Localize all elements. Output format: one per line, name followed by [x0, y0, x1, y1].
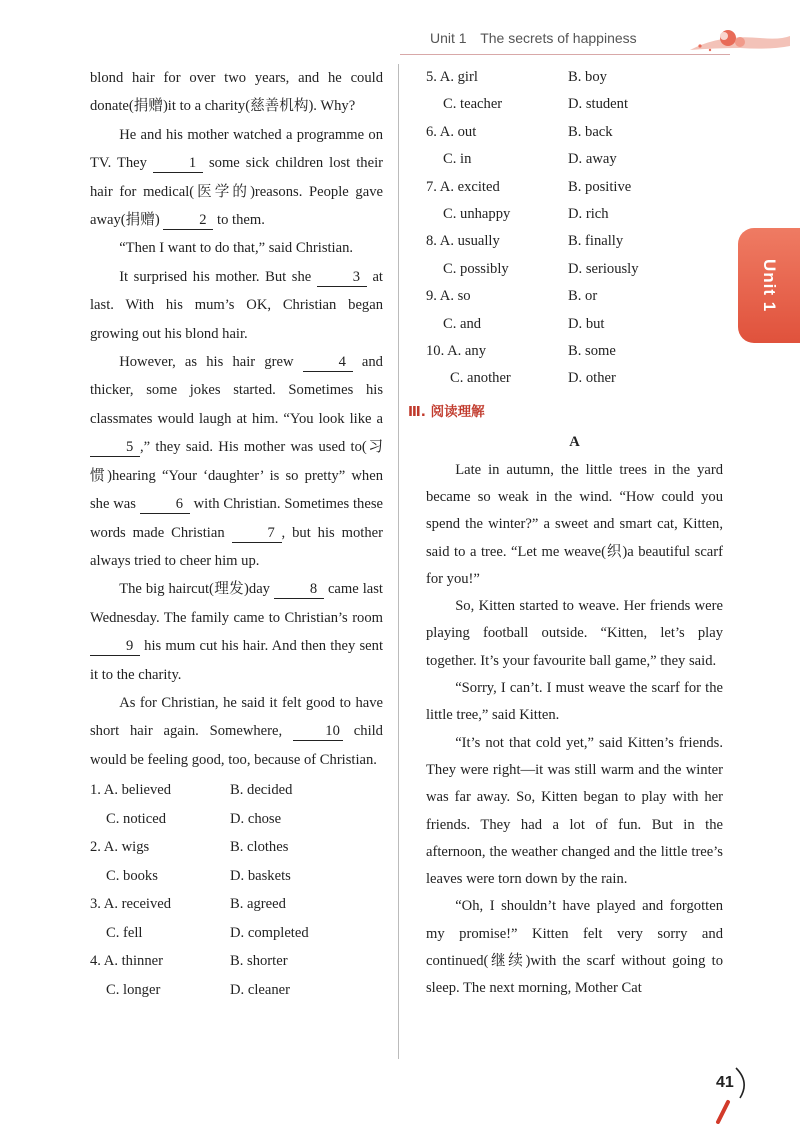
option-row [426, 283, 723, 310]
text: He and his mother watched a programme on TV. They [90, 126, 383, 172]
option-d: D. completed [230, 924, 309, 941]
option-row [426, 311, 723, 338]
option-b: B. or [568, 288, 598, 305]
header-unit: Unit 1 [430, 30, 467, 46]
option-c: C. fell [106, 924, 143, 941]
option-c: C. in [443, 151, 472, 168]
option-b: B. some [568, 342, 616, 359]
option-row [426, 119, 723, 146]
paragraph [90, 689, 383, 774]
option-a: 1. A. believed [90, 782, 172, 799]
option-b: B. positive [568, 178, 632, 195]
option-c: C. and [443, 315, 482, 332]
option-d: D. but [568, 315, 605, 332]
page-number-decoration [706, 1064, 750, 1124]
blank-1: 1 [153, 154, 203, 173]
section-heading: Ⅲ. 阅读理解 [408, 403, 485, 420]
option-a: 9. A. so [426, 288, 471, 305]
blank-6: 6 [140, 495, 190, 514]
option-b: B. clothes [230, 839, 289, 856]
option-b: B. decided [230, 782, 293, 799]
text: , but his mother always tried to cheer him up. [90, 524, 383, 569]
option-b: B. finally [568, 233, 624, 250]
paragraph: blond hair for over two years, and he could donate(捐赠)it to a charity(慈善机构). Why? [90, 70, 383, 115]
blank-4: 4 [303, 353, 353, 372]
option-row [90, 862, 383, 891]
page-number: 41 [716, 1074, 734, 1091]
text: However, as his hair grew [119, 354, 294, 371]
option-d: D. away [568, 151, 617, 168]
blank-5: 5 [90, 438, 140, 457]
option-d: D. chose [230, 810, 282, 827]
option-c: C. noticed [106, 810, 166, 827]
paragraph: “Oh, I shouldn’t have played and forgotten my promise!” Kitten felt very sorry and continued(继续)with the scarf without going to sleep. The next morning, Mother Cat [426, 898, 723, 997]
blank-7: 7 [232, 524, 282, 543]
option-d: D. cleaner [230, 981, 290, 998]
option-row [90, 919, 383, 948]
right-column [408, 64, 723, 1003]
blank-10: 10 [293, 722, 343, 741]
option-row [426, 174, 723, 201]
right-options [426, 64, 723, 393]
paragraph [90, 348, 383, 575]
left-options [90, 776, 383, 1004]
option-d: D. baskets [230, 867, 291, 884]
option-row [90, 890, 383, 919]
option-c: C. teacher [443, 96, 503, 113]
text: ,” they said. His mother was used to(习惯)hearing “Your ‘daughter’ is so pretty” when she was [90, 439, 383, 513]
option-row [426, 256, 723, 283]
paragraph [90, 575, 383, 689]
option-a: 10. A. any [426, 342, 486, 359]
option-c: C. books [106, 867, 158, 884]
option-a: 8. A. usually [426, 233, 500, 250]
option-row [426, 201, 723, 228]
option-row [90, 976, 383, 1005]
text: at last. With his mum’s OK, Christian began growing out his blond hair. [90, 268, 383, 342]
text: came last Wednesday. The family came to Christian’s room [90, 581, 383, 626]
option-d: D. seriously [568, 260, 639, 277]
option-row [426, 228, 723, 255]
left-column [90, 64, 383, 1004]
option-a: 2. A. wigs [90, 839, 150, 856]
option-d: D. student [568, 96, 628, 113]
option-row [90, 833, 383, 862]
text: It surprised his mother. But she [119, 268, 312, 285]
text: some sick children lost their hair for medical(医学的)reasons. People gave away(捐赠) [90, 155, 383, 229]
paragraph: “Then I want to do that,” said Christian. [119, 240, 354, 257]
text: with Christian. Sometimes these words made Christian [90, 496, 383, 541]
option-row [90, 805, 383, 834]
option-row [90, 947, 383, 976]
column-divider [398, 64, 399, 1059]
option-c: C. longer [106, 981, 161, 998]
option-b: B. agreed [230, 896, 286, 913]
passage-title: A [569, 433, 580, 450]
option-row [426, 146, 723, 173]
option-a: 4. A. thinner [90, 953, 163, 970]
running-header [430, 30, 637, 46]
header-flower-decoration [680, 24, 790, 58]
option-b: B. back [568, 123, 613, 140]
text: child would be feeling good, too, because of Christian. [90, 723, 383, 768]
header-title: The secrets of happiness [480, 30, 637, 46]
paragraph: “Sorry, I can’t. I must weave the scarf for the little tree,” said Kitten. [426, 680, 723, 724]
blank-2: 2 [163, 211, 213, 230]
blank-3: 3 [317, 268, 367, 287]
text: to them. [217, 212, 265, 229]
option-a: 3. A. received [90, 896, 172, 913]
option-row [426, 64, 723, 91]
option-row [426, 365, 723, 392]
text: As for Christian, he said it felt good to have short hair again. Somewhere, [90, 694, 383, 740]
option-row [90, 776, 383, 805]
blank-8: 8 [274, 580, 324, 599]
option-c: C. unhappy [443, 206, 511, 222]
option-b: B. shorter [230, 953, 288, 970]
option-d: D. other [568, 370, 616, 387]
option-c: C. another [450, 370, 511, 387]
paragraph: “It’s not that cold yet,” said Kitten’s friends. They were right—it was still warm and the winter was far away. So, Kitten began to play with her friends. They had a lot of fun. But in the afternoon, the weather changed and the little tree’s leaves were torn down by the rain. [426, 734, 723, 888]
option-c: C. possibly [443, 260, 509, 277]
paragraph [90, 263, 383, 348]
blank-9: 9 [90, 637, 140, 656]
option-d: D. rich [568, 206, 609, 222]
paragraph: So, Kitten started to weave. Her friends were playing football outside. “Kitten, let’s play together. It’s your favourite ball game,” they said. [426, 598, 723, 669]
unit-side-tab [738, 228, 800, 343]
option-a: 6. A. out [426, 123, 477, 140]
text: The big haircut(理发)day [119, 581, 270, 598]
option-a: 5. A. girl [426, 69, 478, 86]
side-tab-label: Unit 1 [760, 258, 779, 313]
option-row [426, 338, 723, 365]
paragraph [90, 121, 383, 235]
option-a: 7. A. excited [426, 178, 500, 195]
paragraph: Late in autumn, the little trees in the yard became so weak in the wind. “How could you spend the winter?” a sweet and smart cat, Kitten, said to a tree. “Let me weave(织)a beautiful scarf for you!” [426, 461, 723, 587]
text: and thicker, some jokes started. Sometimes his classmates would laugh at him. “You look like a [90, 354, 383, 427]
option-b: B. boy [568, 69, 607, 86]
text: his mum cut his hair. And then they sent it to the charity. [90, 638, 383, 683]
option-row [426, 91, 723, 118]
